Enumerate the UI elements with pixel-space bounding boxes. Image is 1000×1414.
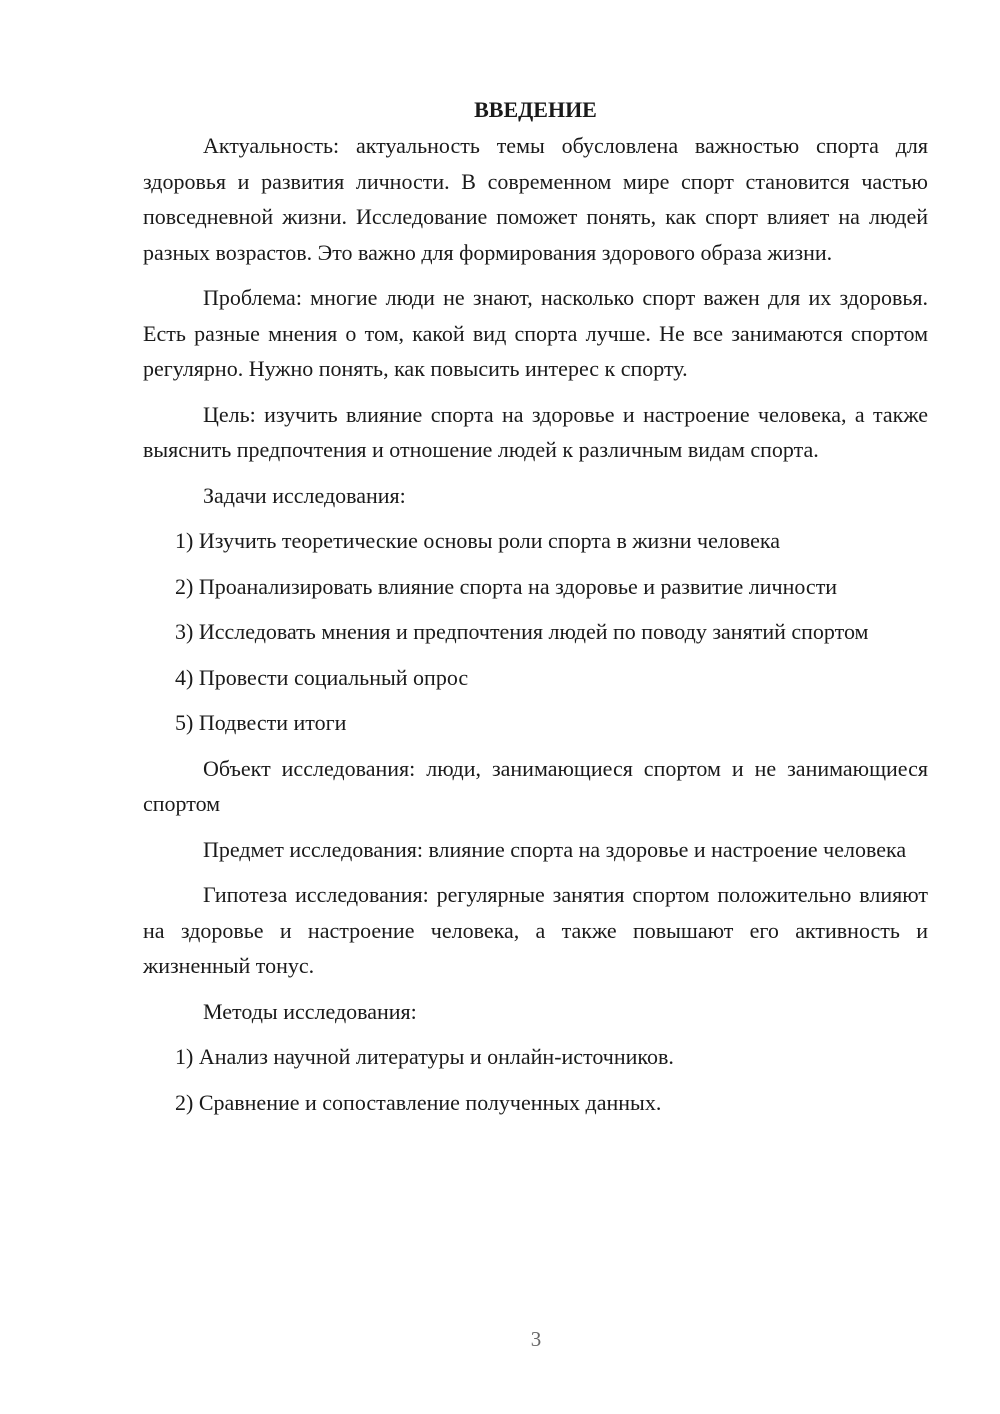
methods-heading: Методы исследования: bbox=[203, 998, 417, 1024]
tasks-heading: Задачи исследования: bbox=[203, 482, 406, 508]
page-title: ВВЕДЕНИЕ bbox=[474, 97, 597, 122]
task-item-5: 5) Подвести итоги bbox=[175, 710, 347, 735]
paragraph-goal: Цель: изучить влияние спорта на здоровье и настроение человека, а также выяснить предпочтения и отношение людей к различным видам спорта. bbox=[143, 401, 928, 462]
task-item-4: 4) Провести социальный опрос bbox=[175, 664, 469, 690]
paragraph-relevance: Актуальность: актуальность темы обусловлена важностью спорта для здоровья и развития личности. В современном мире спорт становится частью повседневной жизни. Исследование поможет понять, как спорт влияет на людей разных возрастов. Это важно для формирования здорового образа жизни. bbox=[143, 133, 928, 265]
method-item-2: 2) Сравнение и сопоставление полученных данных. bbox=[175, 1089, 662, 1115]
paragraph-problem: Проблема: многие люди не знают, насколько спорт важен для их здоровья. Есть разные мнения о том, какой вид спорта лучше. Не все занимаются спортом регулярно. Нужно понять, как повысить интерес к спорту. bbox=[143, 285, 928, 381]
method-item-1: 1) Анализ научной литературы и онлайн-источников. bbox=[175, 1044, 674, 1069]
paragraph-subject: Предмет исследования: влияние спорта на здоровье и настроение человека bbox=[203, 836, 907, 862]
page-number: 3 bbox=[530, 1327, 542, 1351]
document-body bbox=[143, 92, 928, 1130]
paragraph-object: Объект исследования: люди, занимающиеся спортом и не занимающиеся спортом bbox=[143, 755, 928, 816]
task-item-1: 1) Изучить теоретические основы роли спорта в жизни человека bbox=[175, 528, 780, 553]
paragraph-hypothesis: Гипотеза исследования: регулярные занятия спортом положительно влияют на здоровье и настроение человека, а также повышают его активность и жизненный тонус. bbox=[143, 882, 928, 978]
task-item-2: 2) Проанализировать влияние спорта на здоровье и развитие личности bbox=[175, 573, 838, 599]
task-item-3: 3) Исследовать мнения и предпочтения людей по поводу занятий спортом bbox=[175, 619, 869, 644]
